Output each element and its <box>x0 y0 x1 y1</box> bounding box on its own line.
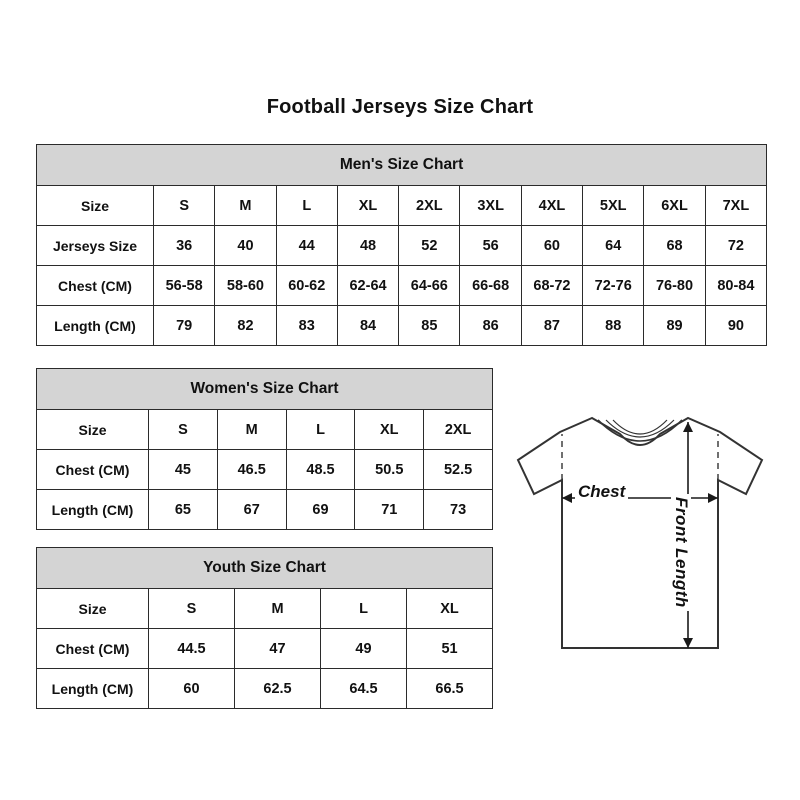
table-cell: 60 <box>149 669 235 709</box>
table-cell: 89 <box>644 306 705 346</box>
table-cell: 58-60 <box>215 266 276 306</box>
youth-row-label-length: Length (CM) <box>37 669 149 709</box>
chest-arrow-right <box>708 493 718 503</box>
mens-col-s: S <box>154 186 215 226</box>
youth-table-caption: Youth Size Chart <box>37 548 493 589</box>
front-length-arrow-bottom <box>683 638 693 648</box>
youth-row-label-chest: Chest (CM) <box>37 629 149 669</box>
mens-row-header: Size <box>37 186 154 226</box>
youth-size-table <box>36 547 493 709</box>
table-cell: 69 <box>286 490 355 530</box>
table-cell: 60-62 <box>276 266 337 306</box>
youth-col-xl: XL <box>407 589 493 629</box>
mens-col-6xl: 6XL <box>644 186 705 226</box>
mens-col-xl: XL <box>337 186 398 226</box>
womens-col-xl: XL <box>355 410 424 450</box>
table-cell: 80-84 <box>705 266 766 306</box>
table-row <box>37 490 493 530</box>
table-cell: 56 <box>460 226 521 266</box>
table-cell: 44.5 <box>149 629 235 669</box>
womens-table-caption: Women's Size Chart <box>37 369 493 410</box>
youth-row-header: Size <box>37 589 149 629</box>
jersey-body-path <box>518 418 762 648</box>
mens-size-table <box>36 144 767 346</box>
table-cell: 40 <box>215 226 276 266</box>
table-cell: 68-72 <box>521 266 582 306</box>
table-cell: 48.5 <box>286 450 355 490</box>
table-cell: 45 <box>149 450 218 490</box>
table-cell: 76-80 <box>644 266 705 306</box>
mens-table-caption: Men's Size Chart <box>37 145 767 186</box>
table-cell: 84 <box>337 306 398 346</box>
table-cell: 79 <box>154 306 215 346</box>
table-header-band-row <box>37 548 493 589</box>
table-cell: 48 <box>337 226 398 266</box>
table-cell: 68 <box>644 226 705 266</box>
womens-row-label-chest: Chest (CM) <box>37 450 149 490</box>
table-cell: 47 <box>235 629 321 669</box>
page-title: Football Jerseys Size Chart <box>266 96 534 118</box>
table-cell: 82 <box>215 306 276 346</box>
mens-col-7xl: 7XL <box>705 186 766 226</box>
table-cell: 90 <box>705 306 766 346</box>
mens-col-3xl: 3XL <box>460 186 521 226</box>
table-row <box>37 629 493 669</box>
table-cell: 85 <box>399 306 460 346</box>
womens-size-table <box>36 368 493 530</box>
table-cell: 36 <box>154 226 215 266</box>
youth-col-s: S <box>149 589 235 629</box>
table-cell: 44 <box>276 226 337 266</box>
jersey-outline-icon <box>500 398 780 698</box>
table-header-band-row <box>37 369 493 410</box>
table-cell: 62-64 <box>337 266 398 306</box>
table-cell: 87 <box>521 306 582 346</box>
table-cell: 73 <box>424 490 493 530</box>
table-row <box>37 306 767 346</box>
table-cell: 56-58 <box>154 266 215 306</box>
jersey-measurement-diagram <box>500 398 780 698</box>
table-cell: 67 <box>217 490 286 530</box>
front-length-measure-label: Front Length <box>671 494 691 611</box>
mens-col-l: L <box>276 186 337 226</box>
youth-col-m: M <box>235 589 321 629</box>
mens-row-label-jerseys-size: Jerseys Size <box>37 226 154 266</box>
table-cell: 86 <box>460 306 521 346</box>
table-cell: 83 <box>276 306 337 346</box>
table-cell: 66-68 <box>460 266 521 306</box>
table-cell: 71 <box>355 490 424 530</box>
table-cell: 49 <box>321 629 407 669</box>
mens-row-label-chest: Chest (CM) <box>37 266 154 306</box>
table-cell: 51 <box>407 629 493 669</box>
chest-measure-label: Chest <box>575 482 628 502</box>
collar-outer-path <box>598 420 682 441</box>
table-row <box>37 410 493 450</box>
womens-col-s: S <box>149 410 218 450</box>
mens-col-5xl: 5XL <box>583 186 644 226</box>
table-row <box>37 266 767 306</box>
table-cell: 46.5 <box>217 450 286 490</box>
table-row <box>37 669 493 709</box>
table-cell: 65 <box>149 490 218 530</box>
mens-col-m: M <box>215 186 276 226</box>
table-cell: 72-76 <box>583 266 644 306</box>
table-cell: 88 <box>583 306 644 346</box>
mens-col-4xl: 4XL <box>521 186 582 226</box>
front-length-arrow-top <box>683 422 693 432</box>
table-header-band-row <box>37 145 767 186</box>
womens-row-label-length: Length (CM) <box>37 490 149 530</box>
table-cell: 64 <box>583 226 644 266</box>
mens-row-label-length: Length (CM) <box>37 306 154 346</box>
table-cell: 60 <box>521 226 582 266</box>
womens-col-l: L <box>286 410 355 450</box>
table-cell: 64.5 <box>321 669 407 709</box>
table-cell: 50.5 <box>355 450 424 490</box>
chest-arrow-left <box>562 493 572 503</box>
womens-col-2xl: 2XL <box>424 410 493 450</box>
table-cell: 62.5 <box>235 669 321 709</box>
table-row <box>37 186 767 226</box>
table-row <box>37 589 493 629</box>
mens-col-2xl: 2XL <box>399 186 460 226</box>
table-row <box>37 226 767 266</box>
table-cell: 66.5 <box>407 669 493 709</box>
table-row <box>37 450 493 490</box>
table-cell: 64-66 <box>399 266 460 306</box>
table-cell: 52 <box>399 226 460 266</box>
youth-col-l: L <box>321 589 407 629</box>
womens-row-header: Size <box>37 410 149 450</box>
table-cell: 52.5 <box>424 450 493 490</box>
table-cell: 72 <box>705 226 766 266</box>
womens-col-m: M <box>217 410 286 450</box>
